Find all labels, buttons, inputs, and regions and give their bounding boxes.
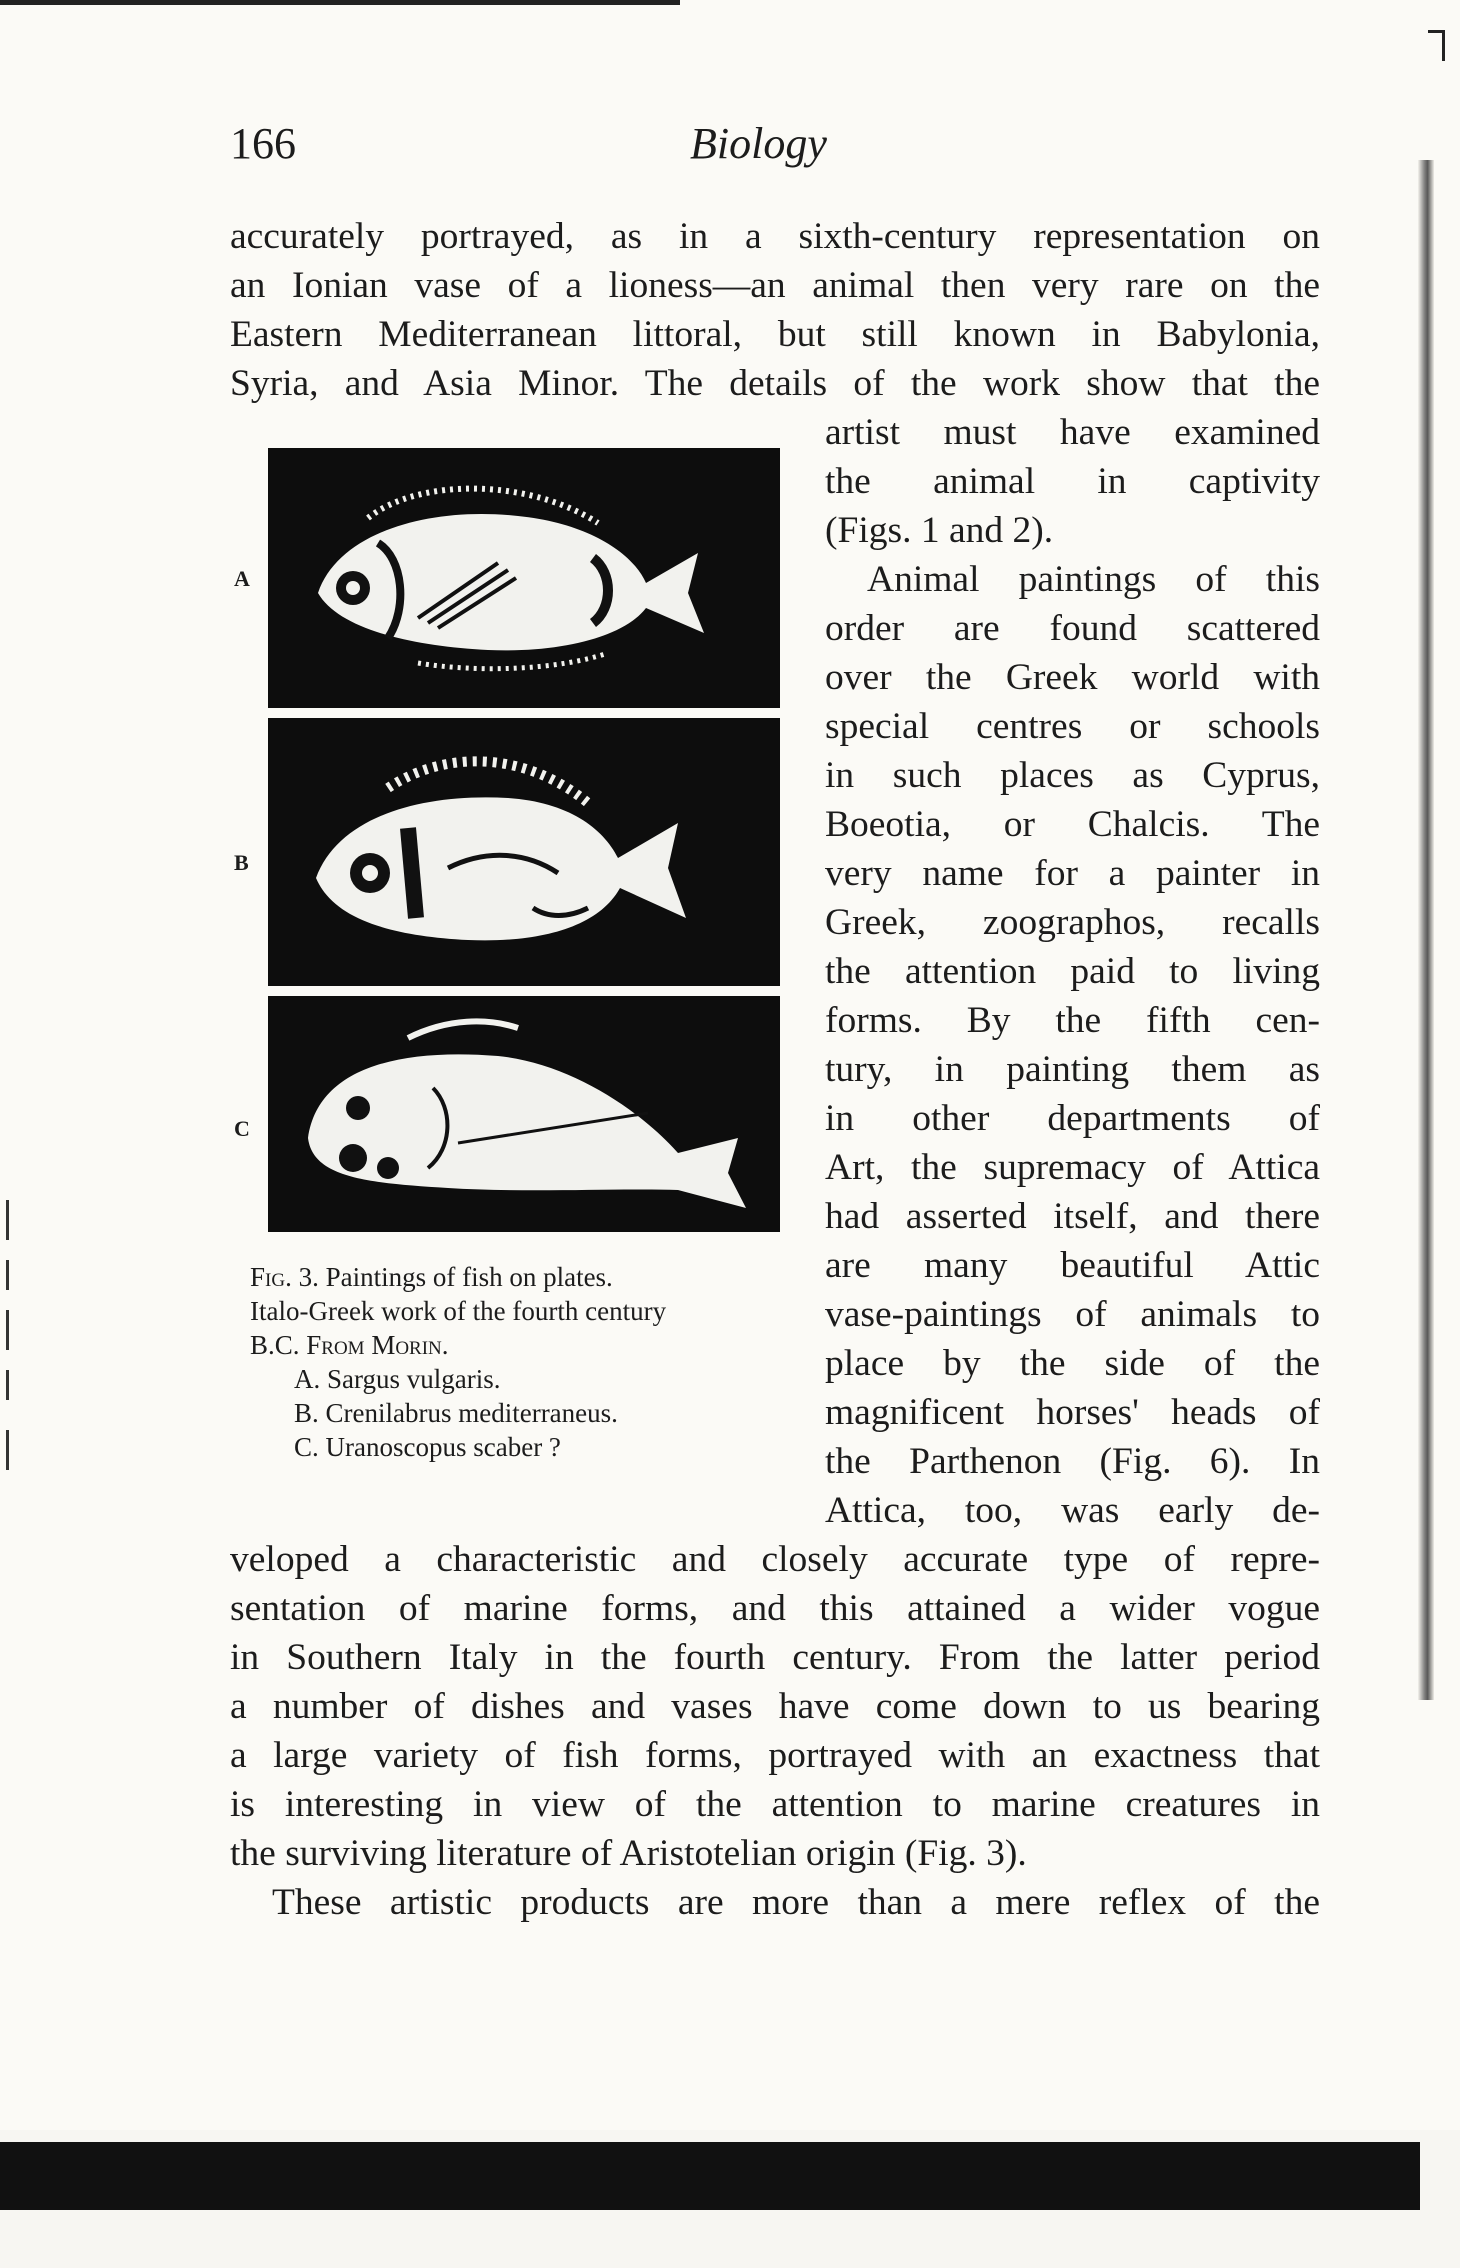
caption-item-c: C. Uranoscopus scaber ?	[294, 1432, 561, 1462]
running-title: Biology	[690, 119, 827, 168]
text-line: Eastern Mediterranean littoral, but still known in Babylonia,	[230, 314, 1320, 355]
figure-3	[234, 448, 788, 1243]
text-line: a large variety of fish forms, portrayed with an exactness that	[230, 1735, 1320, 1776]
text-line: the Parthenon (Fig. 6). In	[825, 1441, 1320, 1482]
fish-plates-illustration	[268, 448, 788, 1243]
figure-caption	[250, 1260, 810, 1464]
text-line: are many beautiful Attic	[825, 1245, 1320, 1286]
text-line: in such places as Cyprus,	[825, 755, 1320, 796]
page-gutter-shadow	[1418, 160, 1434, 1700]
body-text-bottom	[230, 1535, 1320, 1927]
text-line: place by the side of the	[825, 1343, 1320, 1384]
scan-top-edge	[0, 0, 680, 5]
text-line: (Figs. 1 and 2).	[825, 510, 1054, 551]
caption-item-a: A. Sargus vulgaris.	[294, 1364, 501, 1394]
panel-label-a: A	[234, 566, 250, 591]
panel-b-crenilabrus	[268, 718, 780, 986]
text-line: a number of dishes and vases have come down to us bearing	[230, 1686, 1320, 1727]
text-line: is interesting in view of the attention to marine creatures in	[230, 1784, 1320, 1825]
caption-line-2: Italo-Greek work of the fourth century	[250, 1296, 667, 1326]
scan-bottom-bar	[0, 2142, 1420, 2210]
caption-item-b: B. Crenilabrus mediterraneus.	[294, 1398, 618, 1428]
caption-line-3: B.C. From Morin.	[250, 1330, 449, 1360]
text-line: artist must have examined	[825, 412, 1320, 453]
text-line: order are found scattered	[825, 608, 1320, 649]
body-text-top	[230, 212, 1320, 408]
body-text-column	[825, 408, 1320, 1535]
text-line: Art, the supremacy of Attica	[825, 1147, 1320, 1188]
text-line: accurately portrayed, as in a sixth-century representation on	[230, 216, 1320, 257]
panel-label-b: B	[234, 850, 249, 875]
text-line: magnificent horses' heads of	[825, 1392, 1320, 1433]
text-line: veloped a characteristic and closely accurate type of repre-	[230, 1539, 1320, 1580]
text-line: very name for a painter in	[825, 853, 1320, 894]
text-line: in Southern Italy in the fourth century. From the latter period	[230, 1637, 1320, 1678]
caption-line-1: Paintings of fish on plates.	[325, 1262, 613, 1292]
text-line: vase-paintings of animals to	[825, 1294, 1320, 1335]
text-line: an Ionian vase of a lioness—an animal then very rare on the	[230, 265, 1320, 306]
page-number: 166	[230, 119, 296, 168]
text-line: Animal paintings of this	[867, 559, 1320, 600]
panel-label-c: C	[234, 1116, 250, 1141]
text-line: the surviving literature of Aristotelian origin (Fig. 3).	[230, 1833, 1027, 1874]
text-line: Syria, and Asia Minor. The details of the work show that the	[230, 363, 1320, 404]
text-line: in other departments of	[825, 1098, 1320, 1139]
text-line: tury, in painting them as	[825, 1049, 1320, 1090]
text-line: Greek, zoographos, recalls	[825, 902, 1320, 943]
text-line: had asserted itself, and there	[825, 1196, 1320, 1237]
page-header	[230, 118, 1320, 188]
text-line: over the Greek world with	[825, 657, 1320, 698]
scan-corner-mark	[1428, 30, 1445, 61]
text-line: sentation of marine forms, and this attained a wider vogue	[230, 1588, 1320, 1629]
panel-a-sargus	[268, 448, 780, 708]
text-line: special centres or schools	[825, 706, 1320, 747]
text-line: Boeotia, or Chalcis. The	[825, 804, 1320, 845]
margin-marks	[0, 1200, 28, 1500]
caption-fig-label: Fig. 3.	[250, 1262, 319, 1292]
panel-c-uranoscopus	[268, 996, 780, 1232]
text-line: These artistic products are more than a mere reflex of the	[272, 1882, 1320, 1923]
text-line: the animal in captivity	[825, 461, 1320, 502]
text-line: forms. By the fifth cen-	[825, 1000, 1320, 1041]
text-line: Attica, too, was early de-	[825, 1490, 1320, 1531]
text-line: the attention paid to living	[825, 951, 1320, 992]
